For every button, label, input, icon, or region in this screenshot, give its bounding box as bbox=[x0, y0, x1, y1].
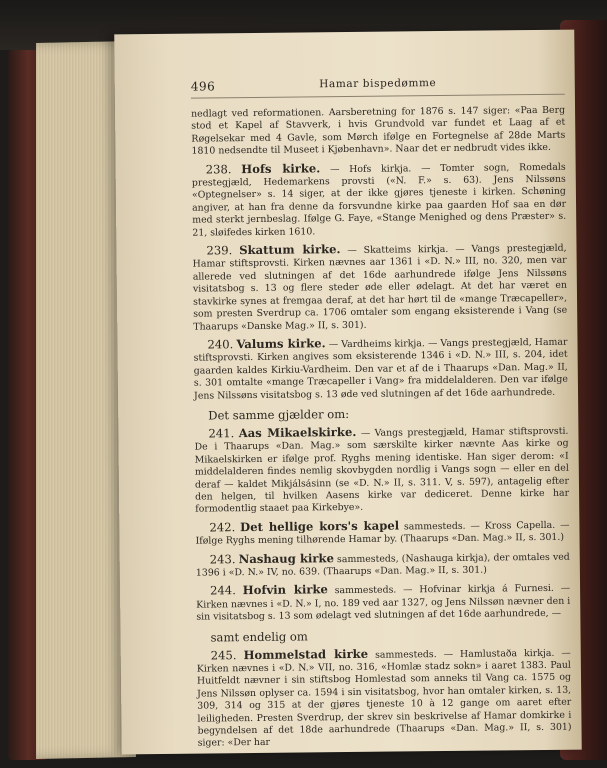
section-heading: samt endelig om bbox=[210, 629, 308, 645]
entry-text: sammesteds. — Hamlustaða kirkja. — Kirken nævnes i «D. N.» VII, no. 316, «Homlæ stadz sokn» i aaret 1383. Paul Huitfeldt nævner i sin stiftsbog Homlestad som anneks til Vang ca. 1575 og Jens Nilssøn oplyser ca. 1594 i sin visitatsbog, hvor han omtaler kirken, s. 13, 309, 314 og 315 at der gjøres tjeneste 10 à 12 gange om aaret efter leiligheden. Presten Sverdrup, der skrev sin beskrivelse af Hamar domkirke i begyndelsen af det 18de aarhundrede (Thaarups «Dan. Mag.» II, s. 301) siger: «Der har bbox=[196, 647, 572, 750]
entry-text: — Skatteims kirkja. — Vangs prestegjæld, Hamar stiftsprovsti. Kirken nævnes aar 1361 i «D. N.» III, no. 320, men var allerede ved slutningen af det 16de aarhundrede ifølge Jens Nilssøns visitatsbog s. 13 og flere steder øde eller ødelagt. At det har været en stavkirke synes at fremgaa deraf, at det har hørt til de «mange Træcapeller», som presten Sverdrup ca. 1706 omtaler som engang eksisterende i Vang (se Thaarups «Danske Mag.» II, s. 301). bbox=[192, 242, 568, 333]
entry-title: Hofvin kirke bbox=[242, 582, 328, 598]
entry-text: sammesteds, (Nashauga kirkja), der omtales ved 1396 i «D. N.» IV, no. 639. (Thaarups «Dan. Mag.» II, s. 301.) bbox=[195, 551, 570, 579]
entry-title: Skattum kirke. bbox=[239, 242, 341, 258]
entry-243 bbox=[196, 549, 570, 580]
section-heading: Det samme gjælder om: bbox=[208, 406, 350, 423]
entry-number: 241. bbox=[208, 426, 235, 441]
entry-239 bbox=[192, 241, 567, 334]
paragraph-continuation bbox=[191, 105, 565, 159]
book-page bbox=[114, 30, 582, 755]
entry-title: Aas Mikaelskirke. bbox=[238, 424, 357, 441]
entry-242 bbox=[195, 517, 569, 548]
entry-text: sammesteds. — Kross Capella. — Ifølge Ryghs mening tilhørende Hamar by. (Thaarups «Dan. Mag.» II, s. 301.) bbox=[195, 519, 570, 547]
entry-244 bbox=[196, 581, 570, 624]
entry-number: 243. bbox=[209, 551, 236, 567]
entry-number: 238. bbox=[205, 161, 232, 177]
entry-text: — Hofs kirkja. — Tomter sogn, Romedals prestegjæld, Hedemarkens provsti («N. F.» s. 63). Jens Nilssøns «Optegnelser» s. 14 siger, at der ikke gjøres tjeneste i kirken. Schøning angiver, at han fra denne da forsvundne kirke paa gaarden Hof saa en dør med sterkt jernbeslag. Ifølge G. Faye, «Stange Menighed og dens Præster» s. 21, sløifedes kirken 1610. bbox=[191, 161, 567, 239]
entry-text: sammesteds. — Hofvinar kirkja á Furnesi. — Kirken nævnes i «D. N.» I, no. 189 ved aar 1327, og Jens Nilssøn nævner den i sin visitatsbog s. 13 som ødelagt ved slutningen af det 16de aarhundrede, — bbox=[196, 583, 571, 623]
running-head: Hamar bispedømme bbox=[319, 77, 437, 91]
entry-number: 239. bbox=[206, 243, 233, 258]
entry-title: Hommelstad kirke bbox=[243, 646, 369, 662]
page-content bbox=[191, 72, 572, 756]
entry-240 bbox=[193, 335, 568, 403]
entry-number: 240. bbox=[207, 337, 234, 352]
entry-245 bbox=[197, 645, 572, 750]
entry-241 bbox=[194, 424, 569, 517]
entry-title: Valums kirke. bbox=[236, 336, 326, 352]
entry-title: Hofs kirke. bbox=[241, 160, 321, 176]
entry-number: 242. bbox=[209, 519, 236, 535]
entry-238 bbox=[192, 159, 567, 239]
entry-number: 244. bbox=[210, 583, 236, 598]
entry-title: Det hellige kors's kapel bbox=[240, 518, 400, 534]
entry-text: nedlagt ved reformationen. Aarsberetning for 1876 s. 147 siger: «Paa Berg stod et Kapel af Stavverk, i hvis Grundvold var fundet et Laag af et Røgelsekar med 4 Gavle, som Mørch ifølge en Fortegnelse af 28de Marts 1810 nedsendte til Museet i Kjøbenhavn». Naar det er nedbrudt vides ikke. bbox=[191, 104, 566, 157]
page-number: 496 bbox=[190, 79, 216, 94]
page-header bbox=[191, 72, 565, 99]
entry-number: 245. bbox=[210, 647, 237, 663]
entry-title: Nashaug kirke bbox=[238, 550, 334, 566]
entry-text: — Vangs prestegjæld, Hamar stiftsprovsti. De i Thaarups «Dan. Mag.» som særskilte kirker nævnte Aas kirke og Mikaelskirken er ifølge prof. Ryghs mening identiske. Han siger derom: «I middelalderen findes nemlig skovbygden nordlig i Vangs sogn — eller en del deraf — kaldet Mikjálsásinn (se «D. N.» II, s. 311. V, s. 597), antagelig efter den helgen, til hvilken Aasens kirke var dediceret. Denne kirke har formodentlig staaet paa Kirkebye». bbox=[194, 425, 570, 515]
entry-text: — Vardheims kirkja. — Vangs prestegjæld, Hamar stiftsprovsti. Kirken angives som eksisterende 1346 i «D. N.» III, s. 204, idet gaarden kaldes Kirkiu-Vardheim. Den var et af de i Thaarups «Dan. Mag.» II, s. 301 omtalte «mange Træcapeller i Vang» fra middelalderen. Den var ifølge Jens Nilssøns visitatsbog s. 13 øde ved slutningen af det 16de aarhundrede. bbox=[193, 336, 568, 402]
